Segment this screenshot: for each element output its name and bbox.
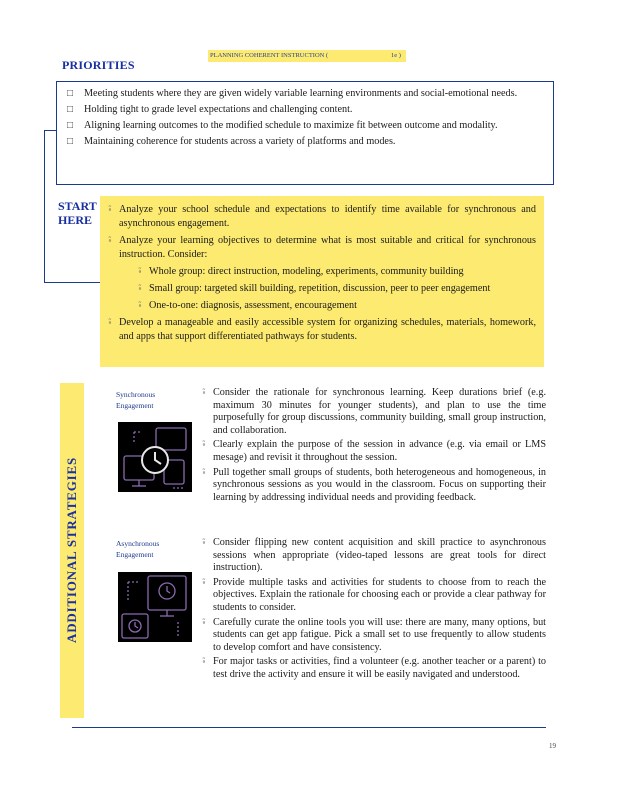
strategy-item: ∘̃ Pull together small groups of students, both heterogeneous and homogeneous, in synchronous sessions as you would in the classroom. Focus on supporting their learning by addressing individual needs and providing feedback. [202, 466, 546, 503]
start-here-box [100, 196, 544, 367]
header-page-ref: 1e ) [391, 52, 401, 59]
monitor-clock-icon [118, 422, 192, 492]
bullet-icon: ∘̃ [138, 284, 142, 293]
bullet-icon: ∘̃ [202, 577, 206, 587]
connector-line [44, 130, 45, 282]
bullet-icon: ∘̃ [202, 440, 206, 450]
priorities-title: PRIORITIES [62, 58, 135, 72]
checkbox-icon: □ [67, 88, 74, 99]
checkbox-icon: □ [67, 120, 74, 131]
devices-clock-icon [118, 572, 192, 642]
additional-strategies-title: ADDITIONAL STRATEGIES [64, 457, 79, 643]
priority-item: □ Aligning learning outcomes to the modified schedule to maximize fit between outcome and modality. [67, 120, 498, 131]
start-item: ∘̃ Develop a manageable and easily accessible system for organizing schedules, materials, homework, and apps that support differentiated pathways for students. [108, 317, 536, 342]
strategy-item: ∘̃ Provide multiple tasks and activities for students to choose from to reach the objectives. Explain the rationale for choosing each or provide a clear pathway for students to consider. [202, 576, 546, 613]
bullet-icon: ∘̃ [108, 236, 112, 245]
start-sub-item: ∘̃ One-to-one: diagnosis, assessment, encouragement [138, 300, 357, 311]
header-tag [208, 50, 406, 62]
bullet-icon: ∘̃ [108, 205, 112, 214]
start-item: ∘̃ Analyze your learning objectives to determine what is most suitable and critical for synchronous instruction. Consider: [108, 235, 536, 260]
priority-item: □ Meeting students where they are given widely variable learning environments and social-emotional needs. [67, 88, 518, 99]
sync-strategies [202, 387, 546, 506]
page-number: 19 [549, 742, 556, 750]
start-sub-item: ∘̃ Small group: targeted skill building, repetition, discussion, peer to peer engagement [138, 283, 491, 294]
sync-label: Synchronous Engagement [116, 390, 156, 410]
connector-line [44, 130, 56, 131]
bullet-icon: ∘̃ [138, 301, 142, 310]
start-here-title: START HERE [58, 199, 97, 227]
priority-item: □ Maintaining coherence for students across a variety of platforms and modes. [67, 136, 396, 147]
bullet-icon: ∘̃ [202, 657, 206, 667]
start-item: ∘̃ Analyze your school schedule and expectations to identify time available for synchronous and asynchronous engagement. [108, 204, 536, 229]
async-label: Asynchronous Engagement [116, 539, 160, 559]
strategy-item: ∘̃ Clearly explain the purpose of the session in advance (e.g. via email or LMS mesage) and revisit it throughout the session. [202, 439, 546, 463]
footer-divider [72, 727, 546, 728]
strategy-item: ∘̃ For major tasks or activities, find a volunteer (e.g. another teacher or a parent) to test drive the activity and ensure it will be easily navigated and understood. [202, 656, 546, 680]
bullet-icon: ∘̃ [202, 617, 206, 627]
checkbox-icon: □ [67, 136, 74, 147]
bullet-icon: ∘̃ [138, 267, 142, 276]
bullet-icon: ∘̃ [202, 388, 206, 397]
priority-item: □ Holding tight to grade level expectations and challenging content. [67, 104, 353, 115]
bullet-icon: ∘̃ [202, 538, 206, 547]
connector-line [44, 282, 100, 283]
strategy-item: ∘̃ Consider flipping new content acquisition and skill practice to asynchronous sessions when appropriate (video-taped lessons are great tools for direct instruction). [202, 537, 546, 574]
async-strategies [202, 537, 546, 684]
start-sub-item: ∘̃ Whole group: direct instruction, modeling, experiments, community building [138, 266, 464, 277]
strategy-item: ∘̃ Consider the rationale for synchronous learning. Keep durations brief (e.g. maximum 30 minutes for younger students), and plan to use the time purposefully for group discussions, community building, small group instruction, and collaboration. [202, 387, 546, 436]
checkbox-icon: □ [67, 104, 74, 115]
bullet-icon: ∘̃ [108, 318, 112, 327]
header-label: PLANNING COHERENT INSTRUCTION ( [210, 52, 329, 59]
priorities-box [56, 81, 554, 185]
bullet-icon: ∘̃ [202, 467, 206, 477]
strategy-item: ∘̃ Carefully curate the online tools you will use: there are many, many options, but students can get app fatigue. Pick a small set to use frequently to allow students to develop comfort and have consistency. [202, 616, 546, 653]
